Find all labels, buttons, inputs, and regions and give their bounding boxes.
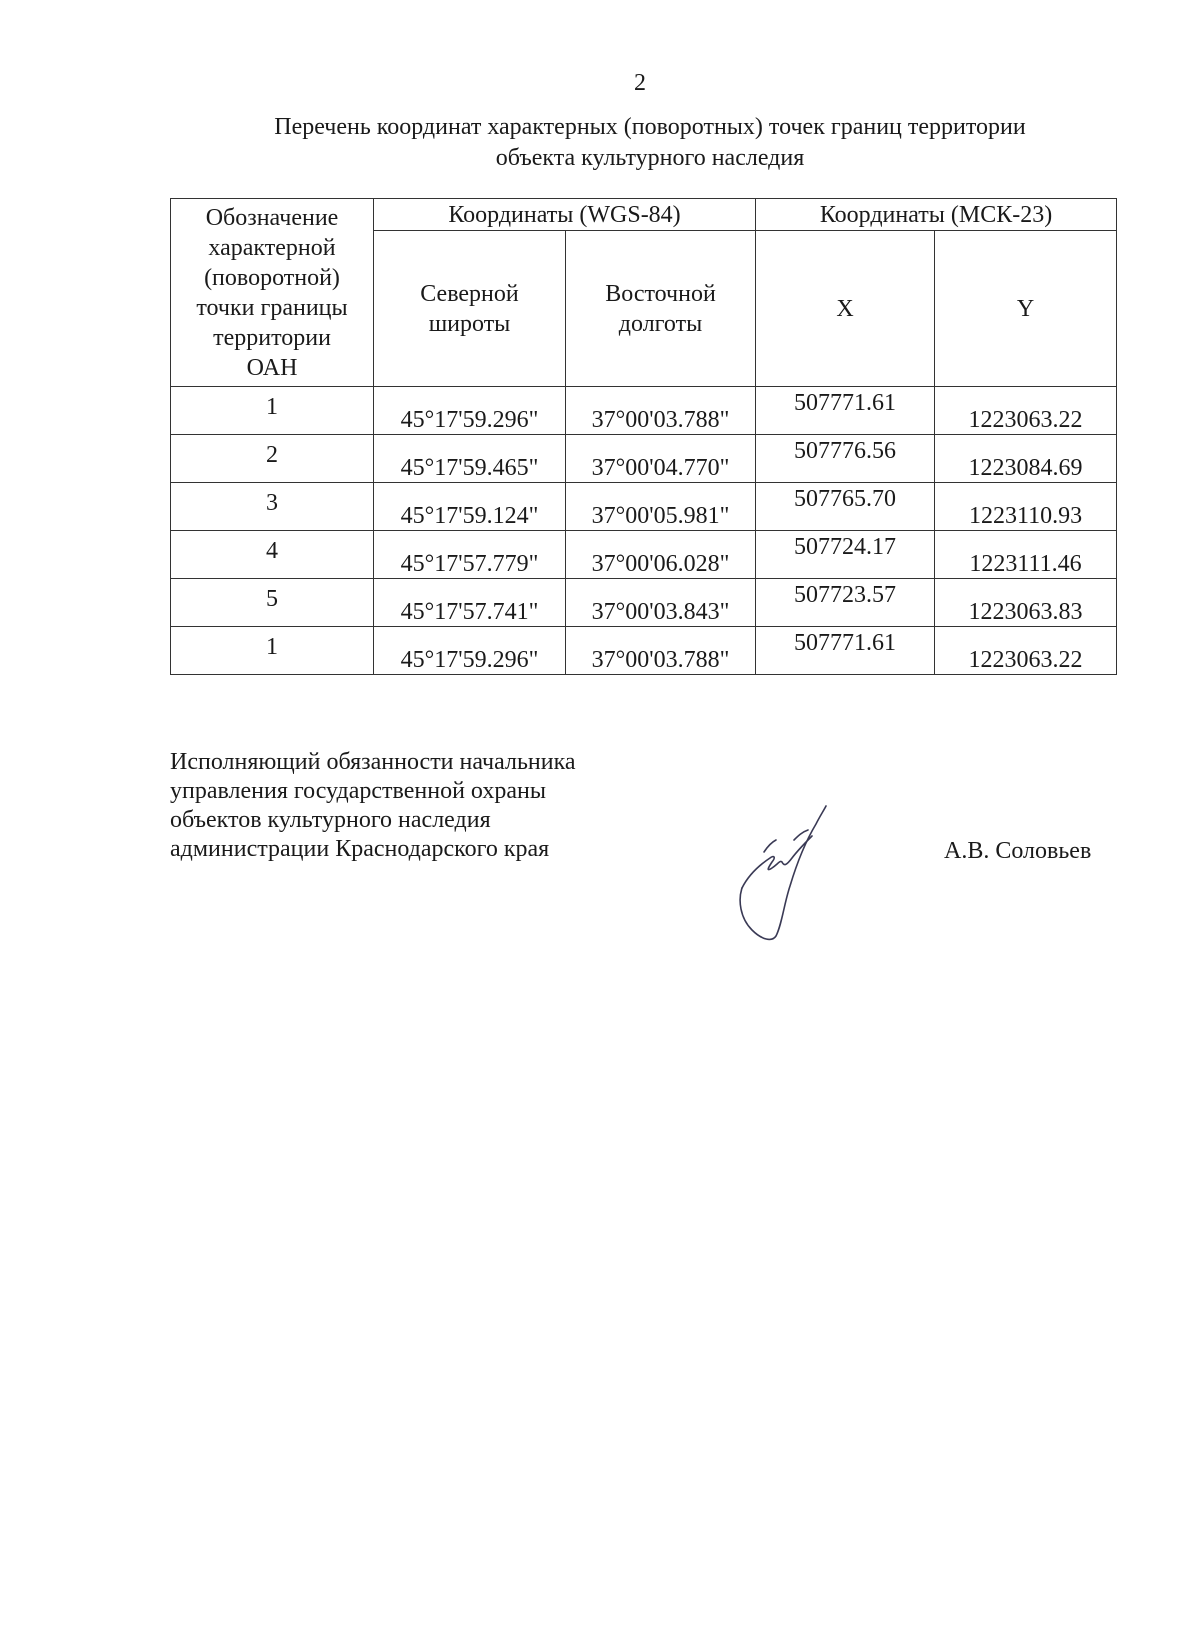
cell-longitude: 37°00'03.788": [566, 627, 756, 675]
header-point-line-1: Обозначение: [205, 204, 339, 231]
handwritten-signature: [738, 800, 848, 955]
cell-longitude: 37°00'06.028": [566, 531, 756, 579]
cell-y: 1223084.69: [935, 435, 1117, 483]
cell-y: 1223110.93: [935, 483, 1117, 531]
header-point-line-4: точки границы: [196, 294, 348, 321]
header-east-longitude: [566, 231, 756, 387]
signer-line-1: Исполняющий обязанности начальника: [170, 749, 576, 775]
header-x: X: [756, 231, 935, 387]
cell-y: 1223111.46: [935, 531, 1117, 579]
header-lat-line-2: широты: [428, 310, 511, 337]
header-point-line-6: ОАН: [246, 354, 298, 381]
cell-point-number: 3: [171, 483, 374, 531]
title-line-2: объекта культурного наследия: [495, 145, 805, 171]
header-y: Y: [935, 231, 1117, 387]
header-point-designation: [171, 199, 374, 387]
header-lon-line-2: долготы: [618, 310, 703, 337]
cell-latitude: 45°17'59.296": [374, 387, 566, 435]
cell-point-number: 1: [171, 387, 374, 435]
cell-point-number: 2: [171, 435, 374, 483]
header-point-line-5: территории: [213, 324, 331, 351]
cell-y: 1223063.22: [935, 627, 1117, 675]
header-lon-line-1: Восточной: [605, 280, 716, 307]
header-group-wgs84: Координаты (WGS-84): [374, 199, 756, 231]
cell-latitude: 45°17'59.124": [374, 483, 566, 531]
header-point-line-2: характерной: [208, 234, 336, 261]
header-group-msk23: Координаты (МСК-23): [756, 199, 1117, 231]
page-number: 2: [634, 70, 646, 96]
cell-x: 507776.56: [756, 435, 935, 483]
table-row: [171, 435, 1117, 483]
signer-line-3: объектов культурного наследия: [170, 807, 491, 833]
signer-line-4: администрации Краснодарского края: [170, 836, 550, 862]
cell-x: 507771.61: [756, 627, 935, 675]
cell-y: 1223063.22: [935, 387, 1117, 435]
cell-x: 507771.61: [756, 387, 935, 435]
cell-latitude: 45°17'57.779": [374, 531, 566, 579]
cell-point-number: 4: [171, 531, 374, 579]
cell-x: 507724.17: [756, 531, 935, 579]
cell-latitude: 45°17'59.465": [374, 435, 566, 483]
document-title: [170, 112, 1130, 174]
cell-point-number: 5: [171, 579, 374, 627]
cell-latitude: 45°17'59.296": [374, 627, 566, 675]
signer-name: А.В. Соловьев: [944, 838, 1092, 864]
signer-position: [170, 748, 576, 864]
cell-longitude: 37°00'03.788": [566, 387, 756, 435]
cell-x: 507723.57: [756, 579, 935, 627]
signer-line-2: управления государственной охраны: [170, 778, 546, 804]
cell-latitude: 45°17'57.741": [374, 579, 566, 627]
cell-point-number: 1: [171, 627, 374, 675]
header-point-line-3: (поворотной): [204, 264, 340, 291]
cell-longitude: 37°00'04.770": [566, 435, 756, 483]
table-row: [171, 579, 1117, 627]
header-north-latitude: [374, 231, 566, 387]
table-row: [171, 387, 1117, 435]
table-row: [171, 531, 1117, 579]
header-lat-line-1: Северной: [420, 280, 519, 307]
cell-longitude: 37°00'03.843": [566, 579, 756, 627]
cell-x: 507765.70: [756, 483, 935, 531]
coordinates-table: [170, 198, 1117, 675]
table-row: [171, 483, 1117, 531]
title-line-1: Перечень координат характерных (поворотных) точек границ территории: [274, 114, 1026, 140]
cell-y: 1223063.83: [935, 579, 1117, 627]
signature-drawing: [738, 800, 848, 950]
cell-longitude: 37°00'05.981": [566, 483, 756, 531]
table-row: [171, 627, 1117, 675]
